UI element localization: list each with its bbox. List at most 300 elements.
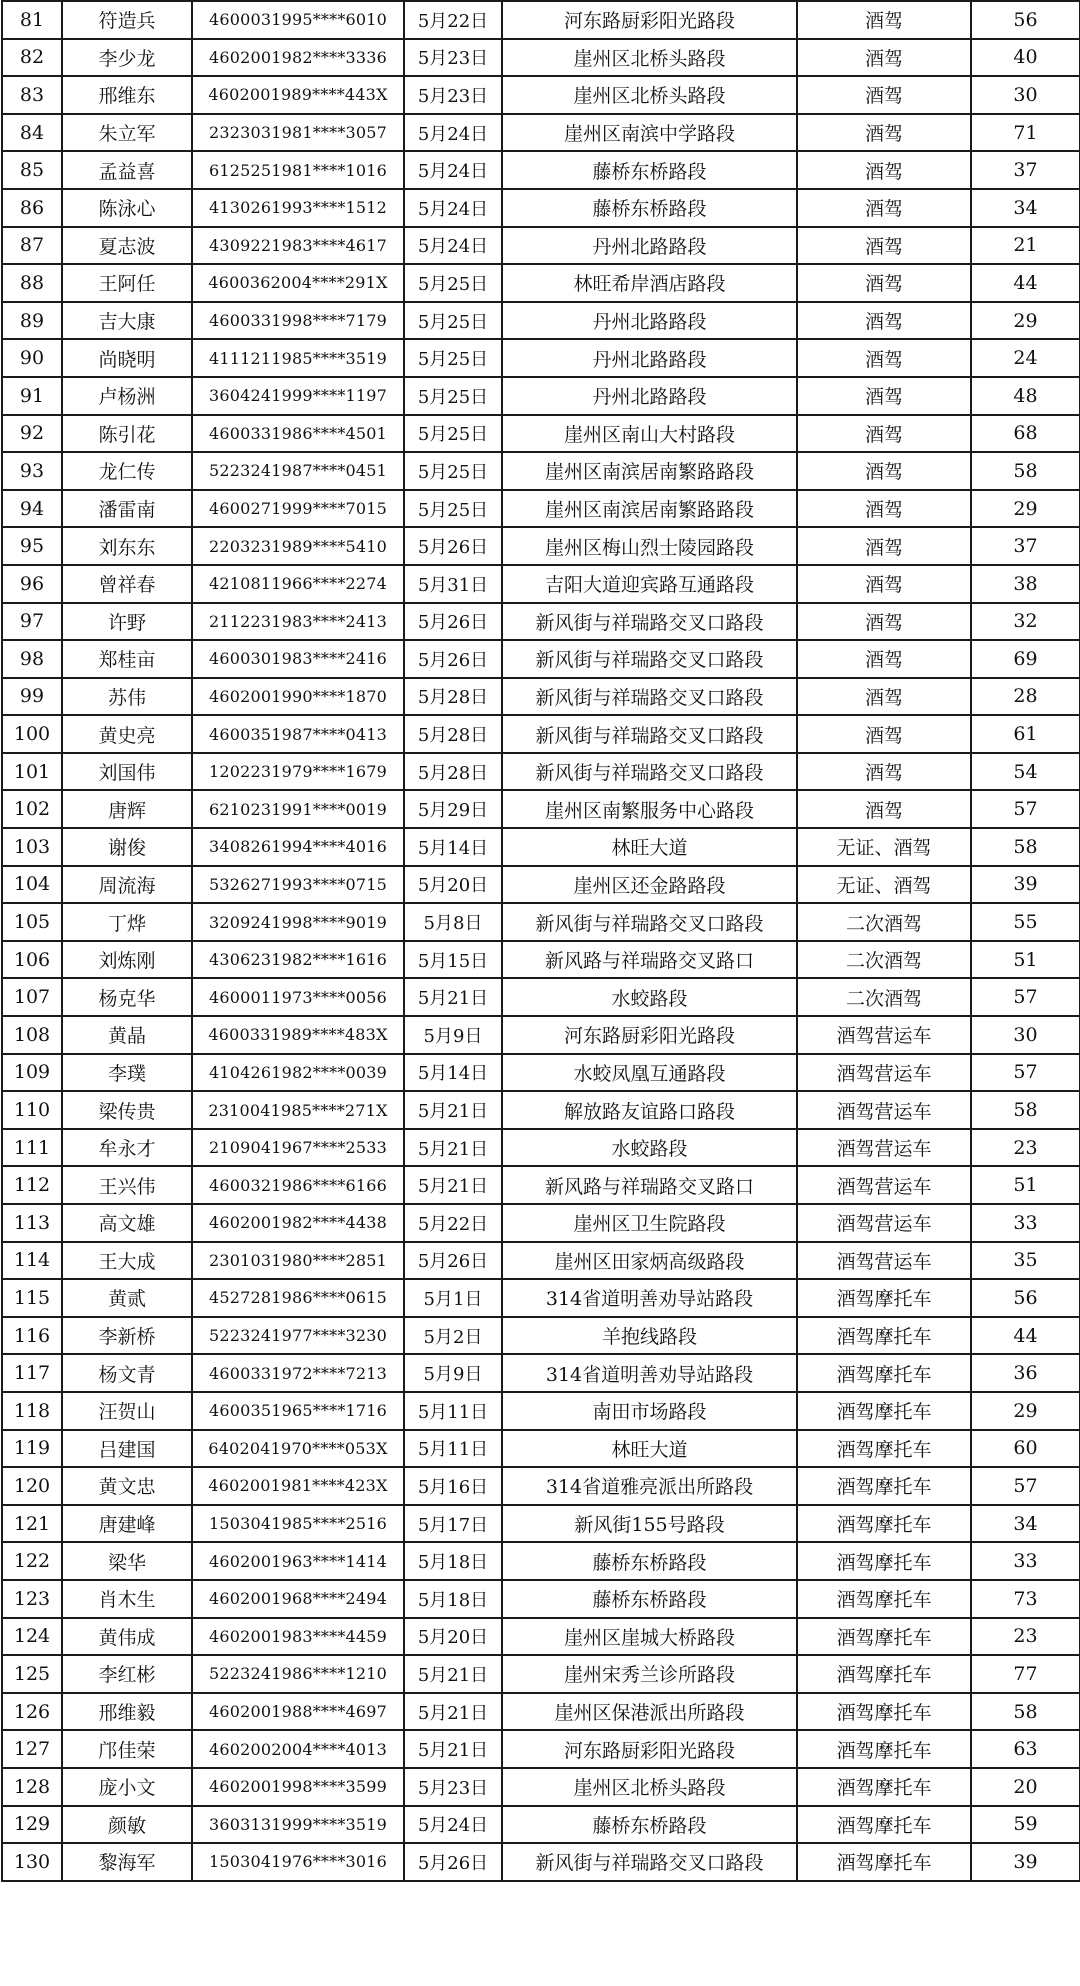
location-cell: 藤桥东桥路段 [502,1542,797,1580]
violation-type-cell: 无证、酒驾 [797,866,971,904]
date-cell: 5月21日 [404,1693,502,1731]
location-cell: 314省道明善劝导站路段 [502,1354,797,1392]
id-number-cell: 4602001998****3599 [192,1768,404,1806]
id-number-cell: 4602001988****4697 [192,1693,404,1731]
age-cell: 44 [971,1317,1080,1355]
violation-type-cell: 酒驾营运车 [797,1016,971,1054]
name-cell: 牟永才 [62,1129,192,1167]
date-cell: 5月25日 [404,302,502,340]
table-row [2,189,1080,227]
age-cell: 37 [971,151,1080,189]
violation-type-cell: 酒驾摩托车 [797,1354,971,1392]
location-cell: 新风街与祥瑞路交叉口路段 [502,678,797,716]
table-row [2,527,1080,565]
id-number-cell: 3603131999****3519 [192,1806,404,1844]
id-number-cell: 4527281986****0615 [192,1279,404,1317]
violation-type-cell: 酒驾 [797,114,971,152]
location-cell: 林旺希岸酒店路段 [502,264,797,302]
table-row [2,114,1080,152]
violation-type-cell: 酒驾营运车 [797,1054,971,1092]
id-number-cell: 2323031981****3057 [192,114,404,152]
id-number-cell: 5223241987****0451 [192,452,404,490]
id-number-cell: 4130261993****1512 [192,189,404,227]
violation-type-cell: 酒驾 [797,302,971,340]
id-number-cell: 6210231991****0019 [192,790,404,828]
row-number-cell: 105 [2,903,62,941]
age-cell: 68 [971,415,1080,453]
date-cell: 5月28日 [404,715,502,753]
date-cell: 5月9日 [404,1354,502,1392]
row-number-cell: 98 [2,640,62,678]
name-cell: 朱立军 [62,114,192,152]
id-number-cell: 2310041985****271X [192,1091,404,1129]
table-row [2,1655,1080,1693]
location-cell: 水蛟路段 [502,978,797,1016]
age-cell: 73 [971,1580,1080,1618]
age-cell: 23 [971,1129,1080,1167]
name-cell: 李少龙 [62,39,192,77]
id-number-cell: 4602001982****4438 [192,1204,404,1242]
table-row [2,1768,1080,1806]
name-cell: 刘炼刚 [62,941,192,979]
date-cell: 5月23日 [404,1768,502,1806]
violation-type-cell: 酒驾 [797,264,971,302]
age-cell: 56 [971,1,1080,39]
age-cell: 44 [971,264,1080,302]
table-row [2,1392,1080,1430]
age-cell: 33 [971,1542,1080,1580]
row-number-cell: 103 [2,828,62,866]
table-row [2,302,1080,340]
name-cell: 尚晓明 [62,339,192,377]
name-cell: 曾祥春 [62,565,192,603]
row-number-cell: 113 [2,1204,62,1242]
location-cell: 新风街与祥瑞路交叉口路段 [502,640,797,678]
age-cell: 57 [971,978,1080,1016]
name-cell: 吉大康 [62,302,192,340]
id-number-cell: 4306231982****1616 [192,941,404,979]
location-cell: 藤桥东桥路段 [502,1806,797,1844]
table-row [2,866,1080,904]
location-cell: 丹州北路路段 [502,227,797,265]
row-number-cell: 91 [2,377,62,415]
age-cell: 29 [971,302,1080,340]
violation-type-cell: 酒驾 [797,76,971,114]
date-cell: 5月29日 [404,790,502,828]
table-row [2,1806,1080,1844]
name-cell: 王兴伟 [62,1166,192,1204]
table-row [2,1542,1080,1580]
table-row [2,1016,1080,1054]
date-cell: 5月24日 [404,151,502,189]
row-number-cell: 111 [2,1129,62,1167]
location-cell: 河东路厨彩阳光路段 [502,1,797,39]
row-number-cell: 93 [2,452,62,490]
location-cell: 新风街与祥瑞路交叉口路段 [502,715,797,753]
violation-type-cell: 酒驾摩托车 [797,1843,971,1881]
name-cell: 黄晶 [62,1016,192,1054]
location-cell: 314省道明善劝导站路段 [502,1279,797,1317]
row-number-cell: 94 [2,490,62,528]
table-row [2,377,1080,415]
violation-type-cell: 无证、酒驾 [797,828,971,866]
date-cell: 5月25日 [404,339,502,377]
name-cell: 杨文青 [62,1354,192,1392]
age-cell: 32 [971,603,1080,641]
date-cell: 5月25日 [404,490,502,528]
name-cell: 刘国伟 [62,753,192,791]
row-number-cell: 107 [2,978,62,1016]
location-cell: 水蛟路段 [502,1129,797,1167]
location-cell: 崖州区北桥头路段 [502,39,797,77]
date-cell: 5月25日 [404,415,502,453]
row-number-cell: 110 [2,1091,62,1129]
table-row [2,227,1080,265]
location-cell: 丹州北路路段 [502,377,797,415]
row-number-cell: 101 [2,753,62,791]
name-cell: 庞小文 [62,1768,192,1806]
date-cell: 5月2日 [404,1317,502,1355]
age-cell: 48 [971,377,1080,415]
location-cell: 水蛟凤凰互通路段 [502,1054,797,1092]
id-number-cell: 1503041976****3016 [192,1843,404,1881]
name-cell: 陈泳心 [62,189,192,227]
name-cell: 周流海 [62,866,192,904]
id-number-cell: 4602001989****443X [192,76,404,114]
violation-type-cell: 酒驾摩托车 [797,1392,971,1430]
date-cell: 5月26日 [404,640,502,678]
id-number-cell: 4600331998****7179 [192,302,404,340]
age-cell: 63 [971,1730,1080,1768]
age-cell: 51 [971,1166,1080,1204]
row-number-cell: 89 [2,302,62,340]
violation-type-cell: 酒驾摩托车 [797,1542,971,1580]
id-number-cell: 2112231983****2413 [192,603,404,641]
name-cell: 郑桂亩 [62,640,192,678]
row-number-cell: 83 [2,76,62,114]
id-number-cell: 4600331986****4501 [192,415,404,453]
violation-type-cell: 酒驾 [797,189,971,227]
date-cell: 5月21日 [404,1655,502,1693]
row-number-cell: 112 [2,1166,62,1204]
date-cell: 5月18日 [404,1580,502,1618]
name-cell: 黄文忠 [62,1467,192,1505]
name-cell: 李红彬 [62,1655,192,1693]
id-number-cell: 6125251981****1016 [192,151,404,189]
row-number-cell: 99 [2,678,62,716]
location-cell: 崖州区田家炳高级路段 [502,1242,797,1280]
date-cell: 5月21日 [404,1129,502,1167]
violation-type-cell: 酒驾摩托车 [797,1655,971,1693]
row-number-cell: 119 [2,1430,62,1468]
table-row [2,264,1080,302]
date-cell: 5月28日 [404,753,502,791]
table-row [2,753,1080,791]
violation-type-cell: 酒驾摩托车 [797,1618,971,1656]
row-number-cell: 100 [2,715,62,753]
violation-type-cell: 二次酒驾 [797,941,971,979]
name-cell: 肖木生 [62,1580,192,1618]
id-number-cell: 4309221983****4617 [192,227,404,265]
location-cell: 新风路与祥瑞路交叉路口 [502,941,797,979]
age-cell: 57 [971,1054,1080,1092]
age-cell: 39 [971,1843,1080,1881]
id-number-cell: 6402041970****053X [192,1430,404,1468]
row-number-cell: 114 [2,1242,62,1280]
row-number-cell: 84 [2,114,62,152]
id-number-cell: 2203231989****5410 [192,527,404,565]
name-cell: 陈引花 [62,415,192,453]
id-number-cell: 4602001982****3336 [192,39,404,77]
age-cell: 33 [971,1204,1080,1242]
date-cell: 5月9日 [404,1016,502,1054]
location-cell: 藤桥东桥路段 [502,189,797,227]
table-row [2,1091,1080,1129]
name-cell: 杨克华 [62,978,192,1016]
age-cell: 28 [971,678,1080,716]
violation-type-cell: 酒驾 [797,790,971,828]
table-row [2,1843,1080,1881]
location-cell: 河东路厨彩阳光路段 [502,1016,797,1054]
date-cell: 5月21日 [404,978,502,1016]
date-cell: 5月22日 [404,1204,502,1242]
name-cell: 卢杨洲 [62,377,192,415]
violation-type-cell: 酒驾 [797,678,971,716]
location-cell: 崖州区还金路路段 [502,866,797,904]
row-number-cell: 121 [2,1505,62,1543]
row-number-cell: 108 [2,1016,62,1054]
id-number-cell: 4111211985****3519 [192,339,404,377]
age-cell: 30 [971,76,1080,114]
violation-type-cell: 二次酒驾 [797,978,971,1016]
row-number-cell: 88 [2,264,62,302]
age-cell: 69 [971,640,1080,678]
row-number-cell: 117 [2,1354,62,1392]
violation-type-cell: 酒驾摩托车 [797,1806,971,1844]
row-number-cell: 86 [2,189,62,227]
violation-type-cell: 酒驾 [797,640,971,678]
location-cell: 南田市场路段 [502,1392,797,1430]
id-number-cell: 4600351987****0413 [192,715,404,753]
age-cell: 59 [971,1806,1080,1844]
row-number-cell: 125 [2,1655,62,1693]
name-cell: 潘雷南 [62,490,192,528]
name-cell: 黎海军 [62,1843,192,1881]
id-number-cell: 4600031995****6010 [192,1,404,39]
location-cell: 林旺大道 [502,1430,797,1468]
violation-type-cell: 酒驾 [797,452,971,490]
table-row [2,790,1080,828]
name-cell: 龙仁传 [62,452,192,490]
row-number-cell: 85 [2,151,62,189]
age-cell: 24 [971,339,1080,377]
row-number-cell: 115 [2,1279,62,1317]
age-cell: 21 [971,227,1080,265]
location-cell: 崖州区南滨居南繁路路段 [502,452,797,490]
table-row [2,1467,1080,1505]
table-row [2,640,1080,678]
location-cell: 崖州区崖城大桥路段 [502,1618,797,1656]
date-cell: 5月17日 [404,1505,502,1543]
table-row [2,603,1080,641]
location-cell: 崖州区保港派出所路段 [502,1693,797,1731]
date-cell: 5月24日 [404,189,502,227]
table-row [2,151,1080,189]
location-cell: 崖州宋秀兰诊所路段 [502,1655,797,1693]
row-number-cell: 116 [2,1317,62,1355]
row-number-cell: 92 [2,415,62,453]
age-cell: 23 [971,1618,1080,1656]
violation-type-cell: 酒驾摩托车 [797,1580,971,1618]
name-cell: 李新桥 [62,1317,192,1355]
location-cell: 藤桥东桥路段 [502,1580,797,1618]
violation-type-cell: 酒驾摩托车 [797,1430,971,1468]
row-number-cell: 124 [2,1618,62,1656]
age-cell: 40 [971,39,1080,77]
table-row [2,76,1080,114]
row-number-cell: 97 [2,603,62,641]
table-row [2,39,1080,77]
date-cell: 5月14日 [404,1054,502,1092]
violation-type-cell: 二次酒驾 [797,903,971,941]
table-row [2,490,1080,528]
row-number-cell: 87 [2,227,62,265]
date-cell: 5月20日 [404,866,502,904]
name-cell: 许野 [62,603,192,641]
table-row [2,1693,1080,1731]
violation-type-cell: 酒驾营运车 [797,1091,971,1129]
name-cell: 邝佳荣 [62,1730,192,1768]
id-number-cell: 4600321986****6166 [192,1166,404,1204]
name-cell: 唐辉 [62,790,192,828]
date-cell: 5月24日 [404,227,502,265]
table-row [2,452,1080,490]
violation-type-cell: 酒驾营运车 [797,1166,971,1204]
id-number-cell: 4600351965****1716 [192,1392,404,1430]
location-cell: 崖州区北桥头路段 [502,1768,797,1806]
age-cell: 58 [971,1693,1080,1731]
row-number-cell: 122 [2,1542,62,1580]
age-cell: 56 [971,1279,1080,1317]
row-number-cell: 95 [2,527,62,565]
age-cell: 29 [971,1392,1080,1430]
date-cell: 5月18日 [404,1542,502,1580]
row-number-cell: 96 [2,565,62,603]
location-cell: 新风街与祥瑞路交叉口路段 [502,903,797,941]
violation-type-cell: 酒驾 [797,151,971,189]
date-cell: 5月21日 [404,1091,502,1129]
name-cell: 苏伟 [62,678,192,716]
date-cell: 5月14日 [404,828,502,866]
location-cell: 新风街与祥瑞路交叉口路段 [502,603,797,641]
name-cell: 黄史亮 [62,715,192,753]
table-row [2,1618,1080,1656]
id-number-cell: 3408261994****4016 [192,828,404,866]
name-cell: 谢俊 [62,828,192,866]
date-cell: 5月28日 [404,678,502,716]
date-cell: 5月26日 [404,1843,502,1881]
violation-type-cell: 酒驾营运车 [797,1129,971,1167]
location-cell: 丹州北路路段 [502,302,797,340]
table-row [2,1505,1080,1543]
name-cell: 邢维东 [62,76,192,114]
date-cell: 5月25日 [404,264,502,302]
date-cell: 5月26日 [404,527,502,565]
id-number-cell: 4602001968****2494 [192,1580,404,1618]
id-number-cell: 1202231979****1679 [192,753,404,791]
row-number-cell: 106 [2,941,62,979]
table-row [2,678,1080,716]
id-number-cell: 4602002004****4013 [192,1730,404,1768]
id-number-cell: 4104261982****0039 [192,1054,404,1092]
name-cell: 符造兵 [62,1,192,39]
name-cell: 孟益喜 [62,151,192,189]
location-cell: 新风街155号路段 [502,1505,797,1543]
row-number-cell: 81 [2,1,62,39]
row-number-cell: 120 [2,1467,62,1505]
id-number-cell: 2109041967****2533 [192,1129,404,1167]
id-number-cell: 4210811966****2274 [192,565,404,603]
violation-type-cell: 酒驾 [797,377,971,415]
table-row [2,1279,1080,1317]
violation-type-cell: 酒驾摩托车 [797,1467,971,1505]
table-row [2,415,1080,453]
violation-type-cell: 酒驾 [797,1,971,39]
violation-type-cell: 酒驾摩托车 [797,1768,971,1806]
row-number-cell: 102 [2,790,62,828]
age-cell: 38 [971,565,1080,603]
name-cell: 丁烨 [62,903,192,941]
table-row [2,715,1080,753]
age-cell: 61 [971,715,1080,753]
date-cell: 5月26日 [404,603,502,641]
table-row [2,565,1080,603]
location-cell: 崖州区南滨居南繁路路段 [502,490,797,528]
date-cell: 5月15日 [404,941,502,979]
name-cell: 邢维毅 [62,1693,192,1731]
date-cell: 5月25日 [404,377,502,415]
age-cell: 57 [971,790,1080,828]
id-number-cell: 3604241999****1197 [192,377,404,415]
age-cell: 58 [971,1091,1080,1129]
date-cell: 5月16日 [404,1467,502,1505]
location-cell: 新风街与祥瑞路交叉口路段 [502,1843,797,1881]
row-number-cell: 104 [2,866,62,904]
date-cell: 5月26日 [404,1242,502,1280]
table-row [2,828,1080,866]
id-number-cell: 4600331972****7213 [192,1354,404,1392]
date-cell: 5月24日 [404,1806,502,1844]
violation-type-cell: 酒驾营运车 [797,1204,971,1242]
location-cell: 藤桥东桥路段 [502,151,797,189]
id-number-cell: 4602001963****1414 [192,1542,404,1580]
violation-type-cell: 酒驾摩托车 [797,1730,971,1768]
age-cell: 60 [971,1430,1080,1468]
age-cell: 71 [971,114,1080,152]
table-row [2,1730,1080,1768]
date-cell: 5月11日 [404,1392,502,1430]
row-number-cell: 123 [2,1580,62,1618]
violation-type-cell: 酒驾 [797,39,971,77]
violation-type-cell: 酒驾摩托车 [797,1279,971,1317]
age-cell: 54 [971,753,1080,791]
location-cell: 新风路与祥瑞路交叉路口 [502,1166,797,1204]
table-row [2,1129,1080,1167]
age-cell: 34 [971,189,1080,227]
age-cell: 57 [971,1467,1080,1505]
table-row [2,339,1080,377]
violation-type-cell: 酒驾 [797,490,971,528]
